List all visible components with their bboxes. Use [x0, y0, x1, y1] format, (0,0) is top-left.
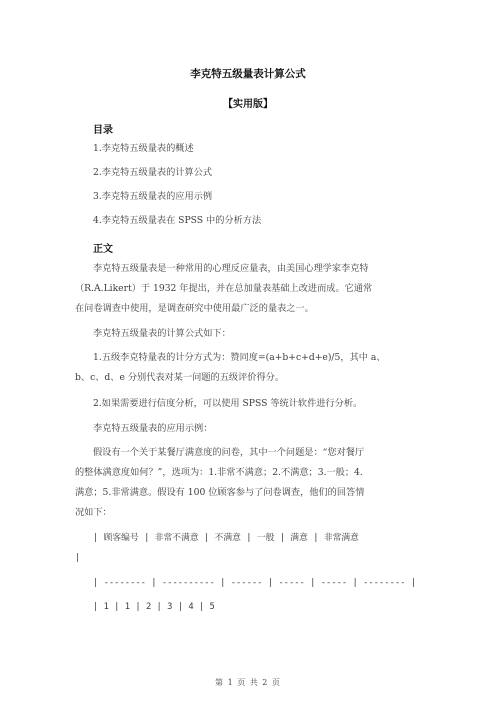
example-line: 的整体满意度如何？”，选项为：1.非常不满意；2.不满意；3.一般；4.: [75, 467, 363, 478]
document-subtitle: 【实用版】: [223, 99, 273, 110]
page-footer: 第 1 页 共 2 页: [215, 678, 281, 687]
example-line: 况如下：: [75, 507, 112, 518]
point-2: 2.如果需要进行信度分析，可以使用 SPSS 等统计软件进行分析。: [93, 398, 363, 409]
intro-line: 李克特五级量表是一种常用的心理反应量表，由美国心理学家李克特: [93, 263, 369, 274]
toc-item: 3.李克特五级量表的应用示例: [93, 191, 213, 202]
point-1-line: 1.五级李克特量表的计分方式为：赞同度=(a+b+c+d+e)/5，其中 a、: [93, 352, 386, 363]
toc-item: 2.李克特五级量表的计算公式: [93, 167, 213, 178]
table-header-row: | 顾客编号 | 非常不满意 | 不满意 | 一般 | 满意 | 非常满意: [93, 533, 359, 543]
intro-line: （R.A.Likert）于 1932 年提出，并在总加量表基础上改进而成。它通常: [75, 283, 373, 294]
point-1-line: b、c、d、e 分别代表对某一问题的五级评价得分。: [75, 372, 285, 383]
example-line: 假设有一个关于某餐厅满意度的问卷，其中一个问题是：“您对餐厅: [93, 447, 365, 458]
example-intro: 李克特五级量表的应用示例：: [93, 423, 213, 434]
table-separator-row: | -------- | ---------- | ------ | ----- | ----- | -------- |: [93, 578, 417, 588]
table-header-row-wrap: |: [75, 553, 81, 563]
formula-intro: 李克特五级量表的计算公式如下：: [93, 328, 231, 339]
toc-heading: 目录: [93, 125, 113, 136]
intro-line: 在问卷调查中使用，是调查研究中使用最广泛的量表之一。: [75, 303, 314, 314]
toc-item: 1.李克特五级量表的概述: [93, 143, 194, 154]
body-heading: 正文: [93, 244, 113, 255]
document-title: 李克特五级量表计算公式: [190, 68, 306, 80]
example-line: 满意；5.非常满意。假设有 100 位顾客参与了问卷调查，他们的回答情: [75, 487, 365, 498]
toc-item: 4.李克特五级量表在 SPSS 中的分析方法: [93, 215, 262, 226]
table-row: | 1 | 1 | 2 | 3 | 4 | 5: [93, 602, 215, 612]
